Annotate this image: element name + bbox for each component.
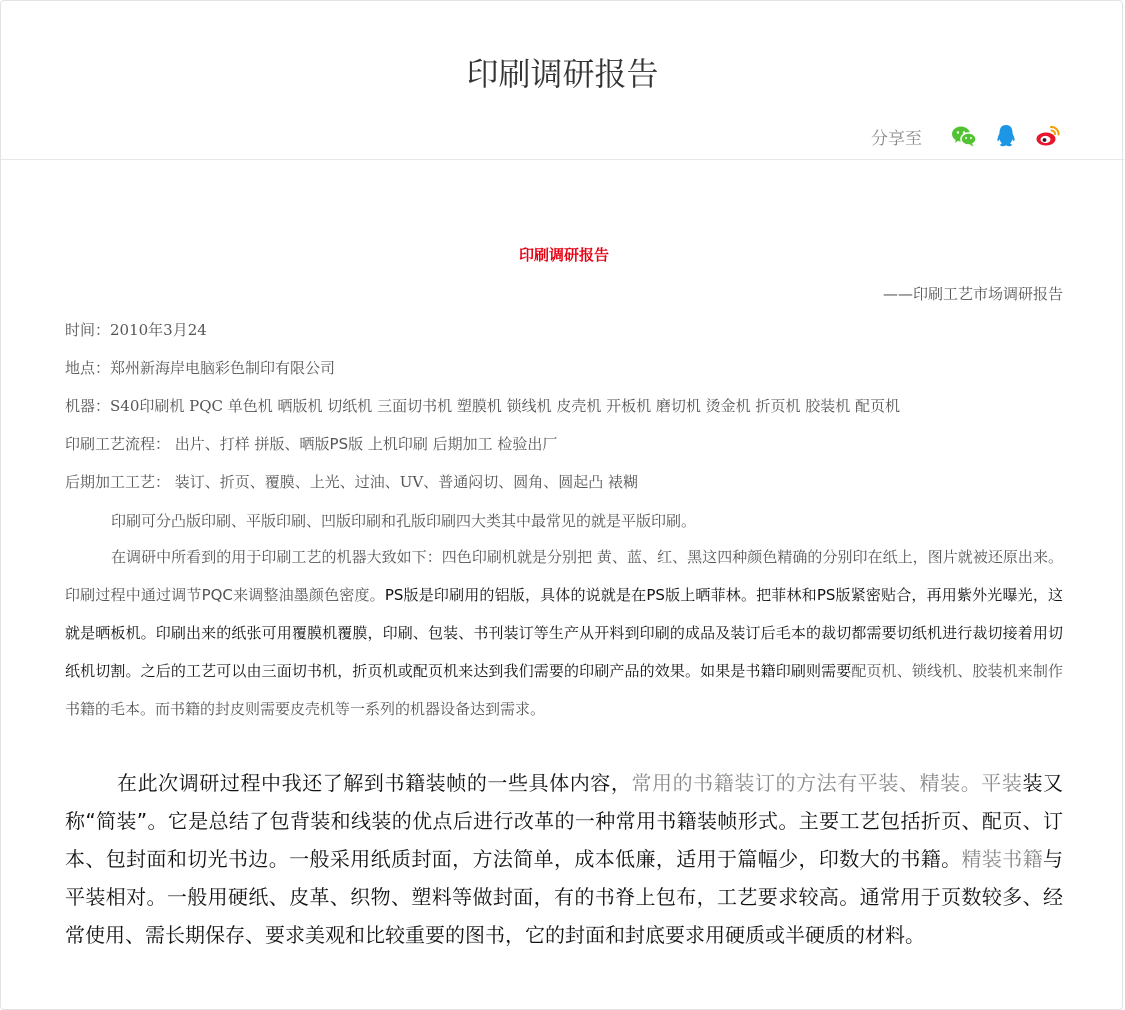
wechat-icon[interactable] (950, 122, 978, 150)
paragraph-machines (65, 538, 1063, 728)
process-line: 印刷工艺流程： 出片、打样 拼版、晒版PS版 上机印刷 后期加工 检验出厂 (65, 435, 558, 453)
share-bar (871, 121, 1062, 151)
paragraph-binding-hardcover: 与平装相对。一般用硬纸、皮革、织物、塑料等做封面，有的书脊上包布，工艺要求较高。通常用于页数较多、经常使用、需长期保存、要求美观和比较重要的图书，它的封面和封底要求用硬质或半硬质的材料。 (65, 847, 1063, 947)
paragraph-machines-intro: 在调研中所看到的用于印刷工艺的机器大致如下：四色印刷机就是分别把 黄、蓝、红、黑这四种颜色精确的分别印在纸上，图片就被还原出来。印刷过程中通过调节PQC来调整油墨颜色密度。 (65, 548, 1063, 604)
post-process-line: 后期加工工艺： 装订、折页、覆膜、上光、过油、UV、普通闷切、圆角、圆起凸 裱糊 (65, 473, 639, 491)
paragraph-print-types: 印刷可分凸版印刷、平版印刷、凹版印刷和孔版印刷四大类其中最常见的就是平版印刷。 (111, 512, 697, 530)
share-label: 分享至 (871, 128, 922, 149)
qq-icon[interactable] (992, 122, 1020, 150)
page-title: 印刷调研报告 (466, 55, 659, 93)
paragraph-binding-methods: 常用的书籍装订的方法有平装、精装。平装 (631, 771, 1023, 795)
paragraph-binding-intro: 在此次调研过程中我还了解到书籍装帧的一些具体内容， (117, 771, 632, 795)
weibo-icon[interactable] (1034, 122, 1062, 150)
machines-line: 机器：S40印刷机 PQC 单色机 晒版机 切纸机 三面切书机 塑膜机 锁线机 皮壳机 开板机 磨切机 烫金机 折页机 胶装机 配页机 (65, 397, 900, 415)
article-title: 印刷调研报告 (518, 246, 609, 264)
article-subtitle: ——印刷工艺市场调研报告 (882, 285, 1063, 303)
article-header (1, 1, 1124, 160)
paragraph-machines-detail: PS版是印刷用的铝版，具体的说就是在PS版上晒菲林。把菲林和PS版紧密贴合，再用紫外光曝光，这就是晒板机。印刷出来的纸张可用覆膜机覆膜，印刷、包装、书刊装订等生产从开料到印刷的成品及装订后毛本的裁切都需要切纸机进行裁切接着用切纸机切割。之后的工艺可以由三面切书机，折页机或配页机来达到我们需要的印刷产品的效果。如果是书籍印刷则需要 (65, 586, 1063, 680)
paragraph-machines-end: 配页机、锁线机、胶装机来制作书籍的毛本。而书籍的封皮则需要皮壳机等一系列的机器设备达到需求。 (65, 662, 1063, 718)
paragraph-binding (65, 764, 1063, 954)
place-line: 地点：郑州新海岸电脑彩色制印有限公司 (65, 359, 336, 377)
paragraph-binding-paperback: 装又称“简装”。它是总结了包背装和线装的优点后进行改革的一种常用书籍装帧形式。主要工艺包括折页、配页、订本、包封面和切光书边。一般采用纸质封面，方法简单，成本低廉，适用于篇幅少，印数大的书籍。 (65, 771, 1064, 871)
paragraph-binding-hardcover-term: 精装书籍 (961, 847, 1043, 871)
time-line: 时间：2010年3月24 (65, 321, 207, 339)
